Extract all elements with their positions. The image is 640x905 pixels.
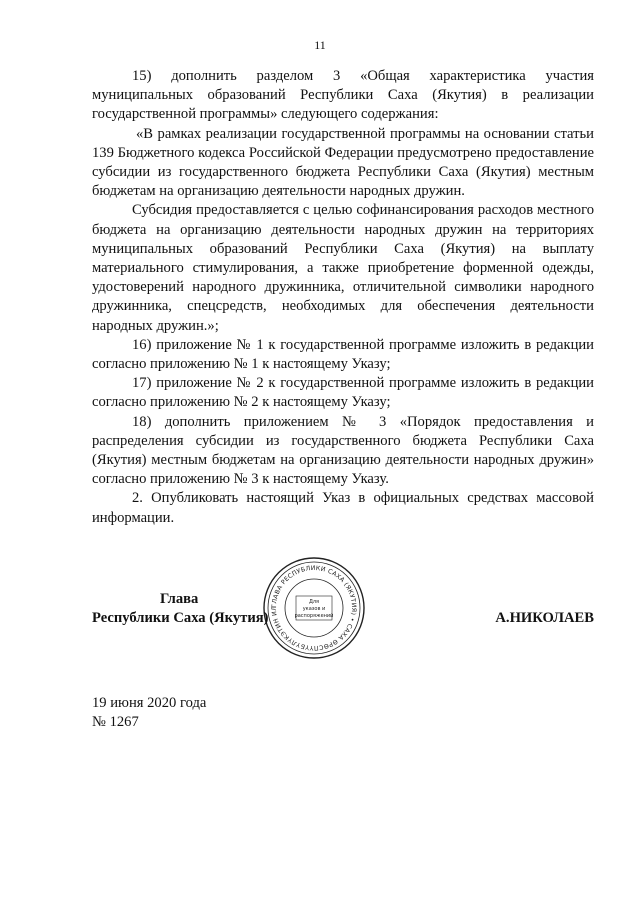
decree-date-block	[92, 694, 206, 732]
paragraph-item-18: 18) дополнить приложением № 3 «Порядок предоставления и распределения субсидии из государственного бюджета Республики Саха (Якутия) местным бюджетам на организацию деятельности народных дружин» согласно приложению № 3 к настоящему Указу.	[92, 413, 594, 488]
signatory-name: А.НИКОЛАЕВ	[495, 610, 594, 626]
decree-date: 19 июня 2020 года	[92, 695, 207, 711]
signature-block	[92, 591, 594, 631]
paragraph-item-17: 17) приложение № 2 к государственной программе изложить в редакции согласно приложению № 2 к настоящему Указу;	[92, 375, 594, 411]
svg-text:распоряжений: распоряжений	[294, 613, 334, 619]
decree-number: № 1267	[92, 714, 139, 731]
paragraph-item-15: 15) дополнить разделом 3 «Общая характеристика участия муниципальных образований Республики Саха (Якутия) в реализации государственной программы» следующего содержания:	[92, 68, 594, 123]
signature-title-line2: Республики Саха (Якутия)	[92, 610, 269, 626]
svg-text:Для: Для	[308, 599, 320, 605]
paragraph-publish: 2. Опубликовать настоящий Указ в официальных средствах массовой информации.	[92, 490, 594, 526]
paragraph-subsidy-purpose: Субсидия предоставляется с целью софинансирования расходов местного бюджета на организацию деятельности народных дружин на территориях муниципальных образований Республики Саха (Якутия) на выплату материального стимулирования, а также приобретение форменной одежды, удостоверений народного дружинника, отличительной символики народного дружинника, спецсредств, необходимых для обеспечения деятельности народных дружин.»;	[92, 202, 594, 334]
svg-text:ГЛАВА РЕСПУБЛИКИ САХА (ЯКУТИЯ): ГЛАВА РЕСПУБЛИКИ САХА (ЯКУТИЯ) • САХА ӨРӨСПҮҮБҮЛҮКЭТИН ИЛ	[270, 564, 358, 652]
document-body	[92, 67, 594, 528]
paragraph-item-16: 16) приложение № 1 к государственной программе изложить в редакции согласно приложению № 1 к настоящему Указу;	[92, 336, 594, 373]
svg-text:указов и: указов и	[302, 606, 326, 612]
paragraph-quote-subsidy: «В рамках реализации государственной программы на основании статьи 139 Бюджетного кодекса Российской Федерации предусмотрено предоставление субсидии из государственного бюджета Республики Саха (Якутия) местным бюджетам на организацию деятельности народных дружин.	[92, 125, 594, 200]
signature-title-line1: Глава	[160, 591, 199, 607]
page-number: 11	[314, 38, 326, 52]
